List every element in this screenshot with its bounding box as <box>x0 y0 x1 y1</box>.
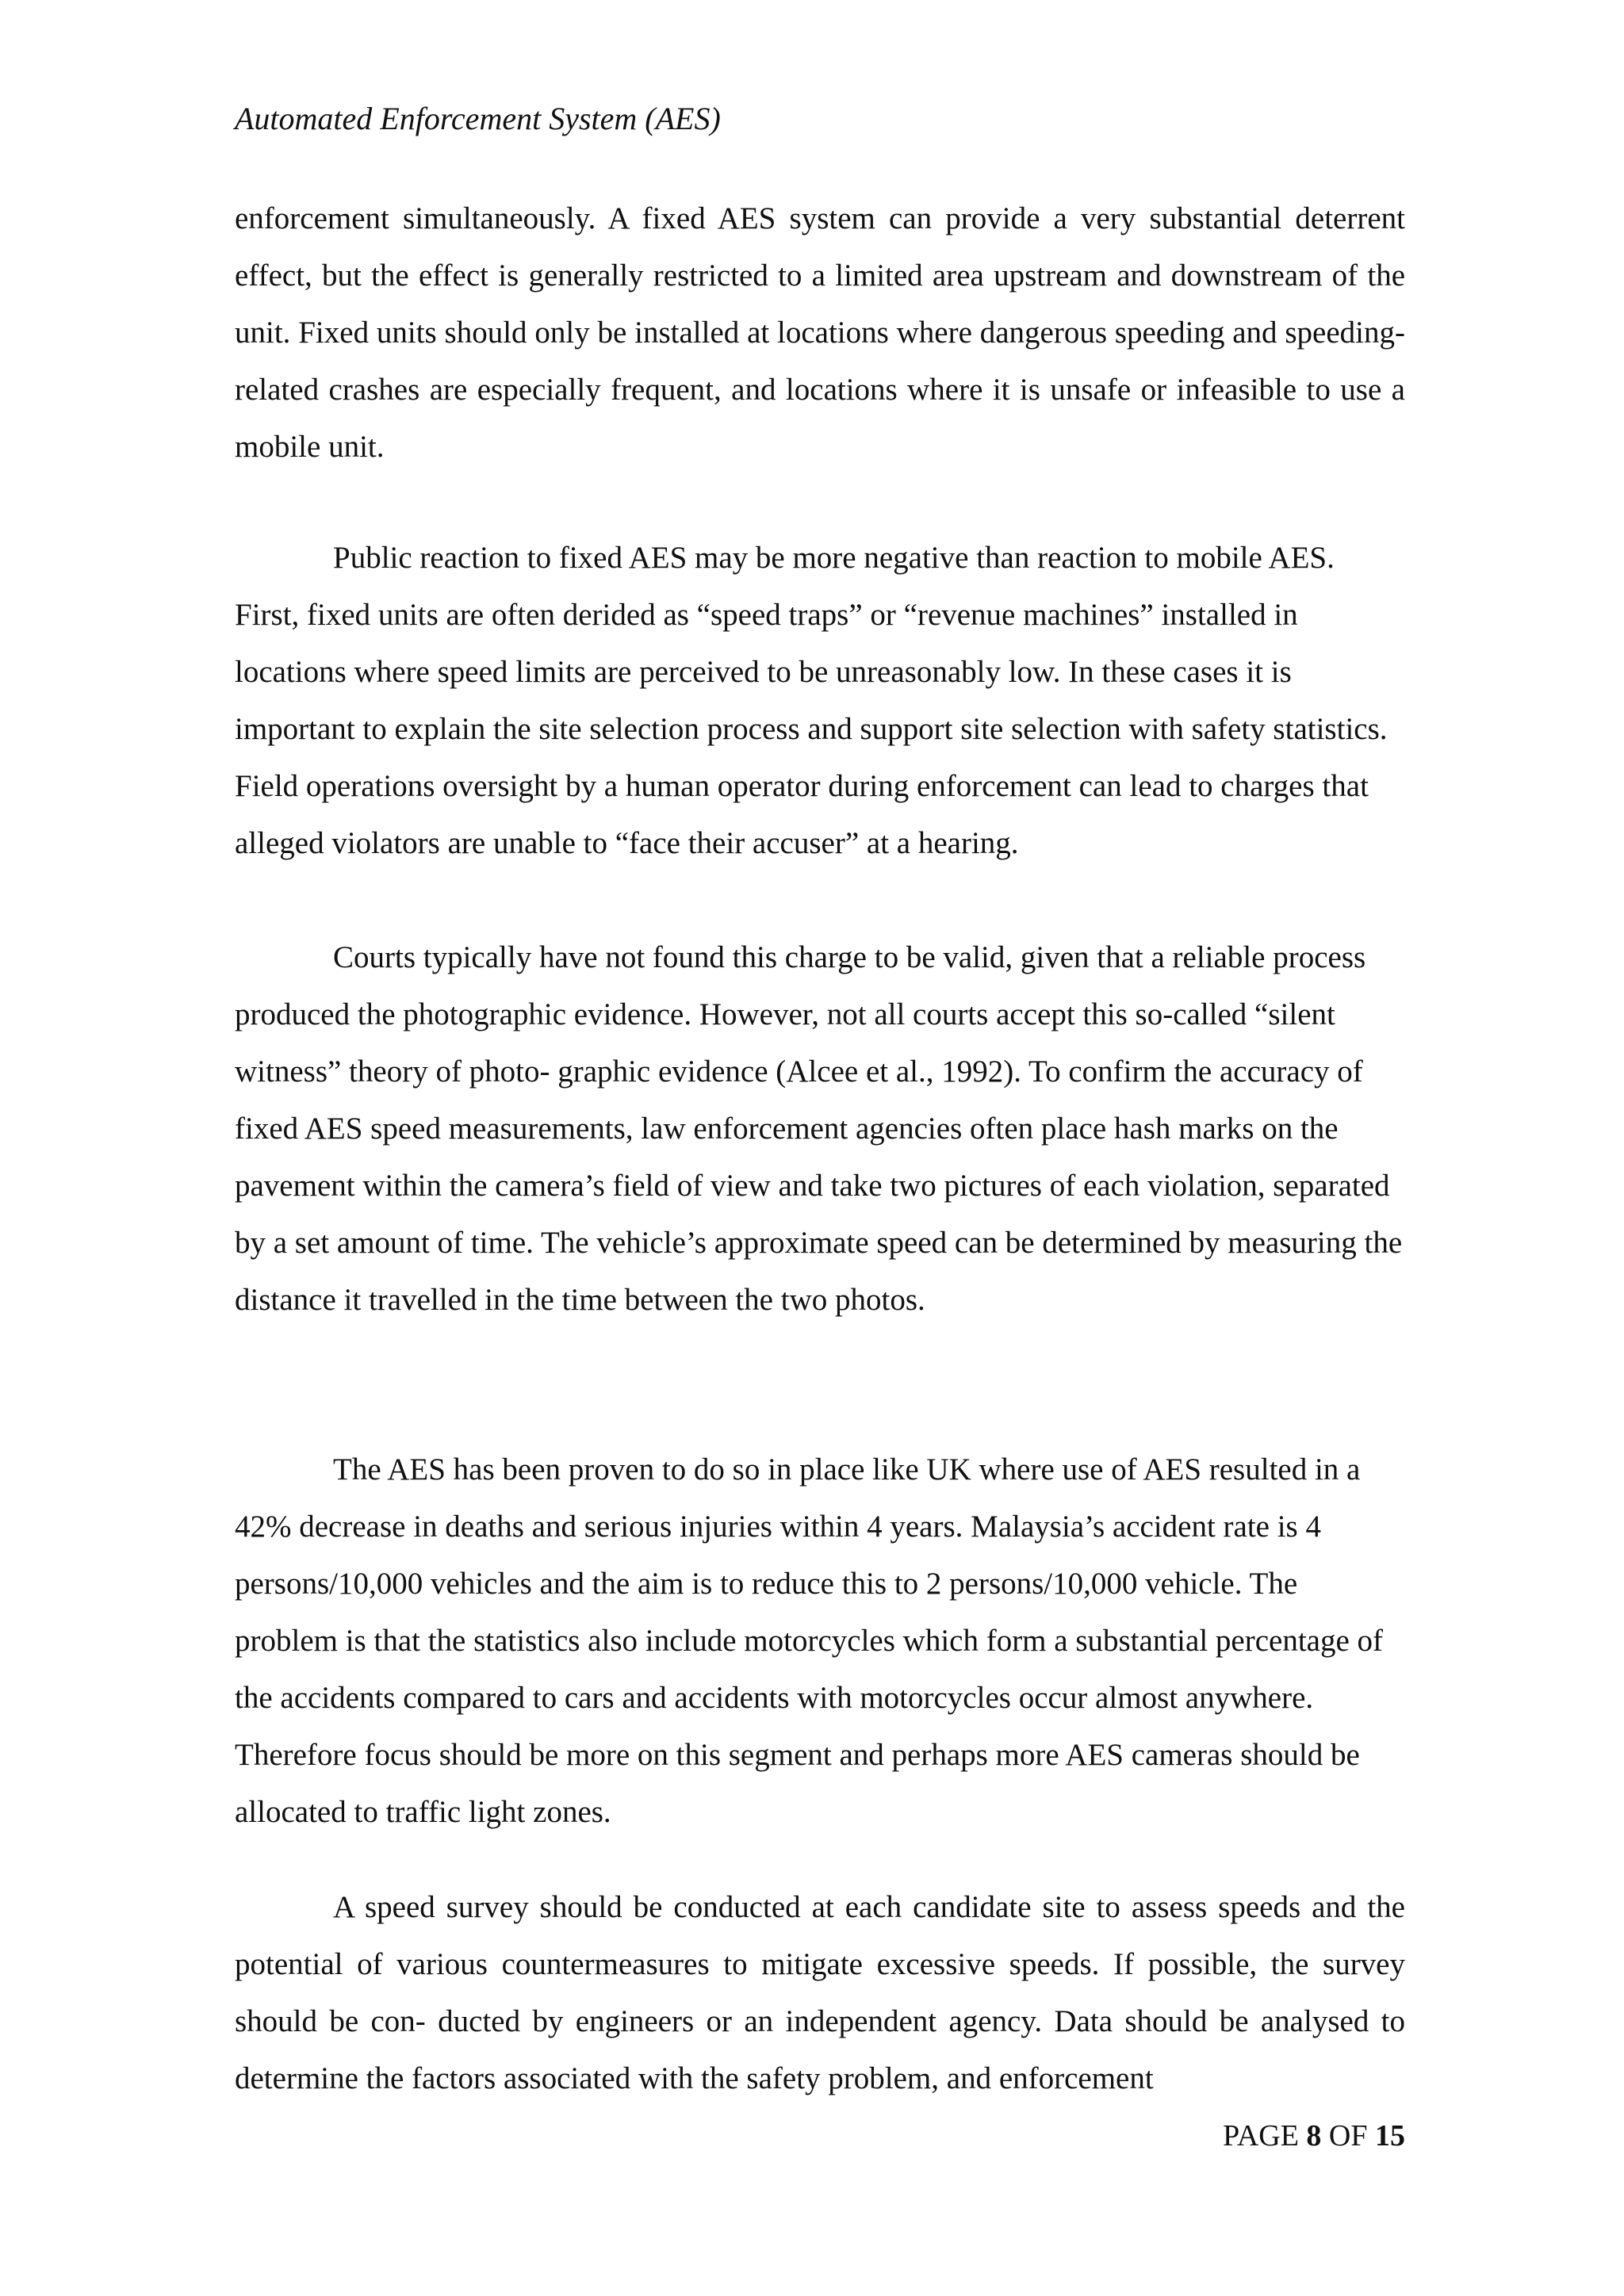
page-total: 15 <box>1375 2119 1405 2152</box>
page-number <box>1223 2112 1405 2160</box>
page-separator: OF <box>1321 2119 1375 2152</box>
paragraph-courts-evidence: Courts typically have not found this charge to be valid, given that a reliable process produced the photographic evidence. However, not all courts accept this so-called “silent witness” theory of photo- graphic evidence (Alcee et al., 1992). To confirm the accuracy of fixed AES speed measurements, law enforcement agencies often place hash marks on the pavement within the camera’s field of view and take two pictures of each violation, separated by a set amount of time. The vehicle’s approximate speed can be determined by measuring the distance it travelled in the time between the two photos. <box>235 940 1403 1317</box>
page-prefix: PAGE <box>1223 2119 1307 2152</box>
running-header: Automated Enforcement System (AES) <box>235 101 721 136</box>
paragraph-aes-results: The AES has been proven to do so in place like UK where use of AES resulted in a 42% decrease in deaths and serious injuries within 4 years. Malaysia’s accident rate is 4 persons/10,000 vehicles and the aim is to reduce this to 2 persons/10,000 vehicle. The problem is that the statistics also include motorcycles which form a substantial percentage of the accidents compared to cars and accidents with motorcycles occur almost anywhere. Therefore focus should be more on this segment and perhaps more AES cameras should be allocated to traffic light zones. <box>235 1452 1384 1829</box>
page-current: 8 <box>1306 2119 1322 2152</box>
paragraph-speed-survey: A speed survey should be conducted at each candidate site to assess speeds and the potential of various countermeasures to mitigate excessive speeds. If possible, the survey should be con- ducted by engineers or an independent agency. Data should be analysed to determine the factors associated with the safety problem, and enforcement <box>235 1890 1405 2095</box>
paragraph-public-reaction: Public reaction to fixed AES may be more negative than reaction to mobile AES. First, fixed units are often derided as “speed traps” or “revenue machines” installed in locations where speed limits are perceived to be unreasonably low. In these cases it is important to explain the site selection process and support site selection with safety statistics. Field operations oversight by a human operator during enforcement can lead to charges that alleged violators are unable to “face their accuser” at a hearing. <box>235 541 1388 860</box>
paragraph-fixed-aes-deterrent: enforcement simultaneously. A fixed AES system can provide a very substantial deterrent effect, but the effect is generally restricted to a limited area upstream and downstream of the unit. Fixed units should only be installed at locations where dangerous speeding and speeding-related crashes are especially frequent, and locations where it is unsafe or infeasible to use a mobile unit. <box>235 201 1405 464</box>
